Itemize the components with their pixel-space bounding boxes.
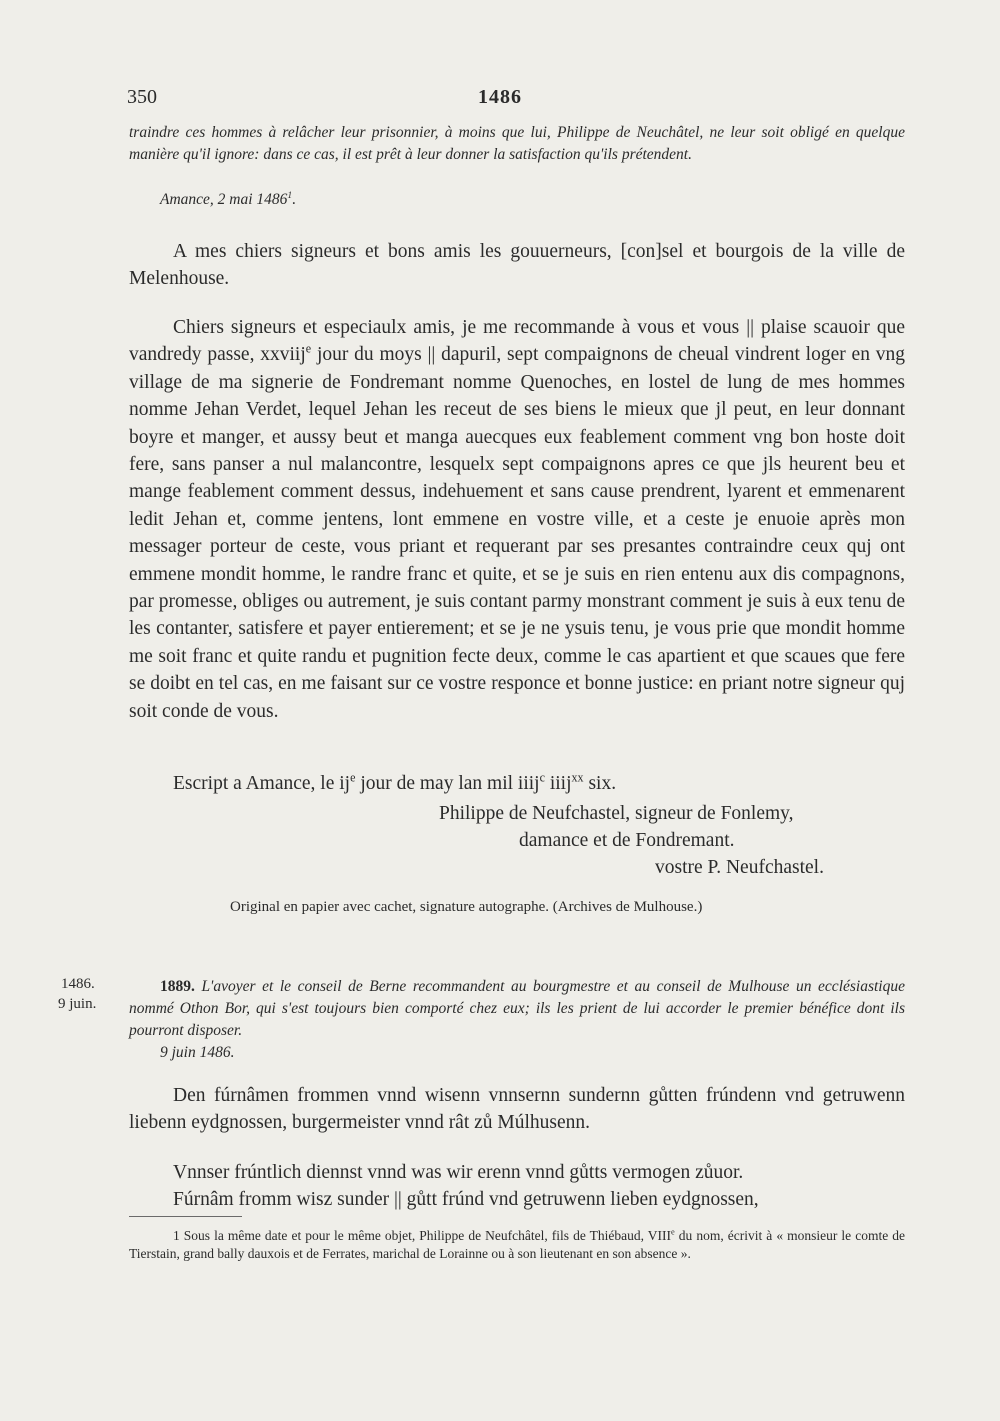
footnote [129, 1227, 905, 1262]
entry-1-summary: traindre ces hommes à relâcher leur prisonnier, à moins que lui, Philippe de Neuchâtel, ne leur soit obligé en quelque manière qu'il ignore: dans ce cas, il est prêt à leur donner la satisfaction qu'ils prétendent. [129, 124, 905, 163]
signature-line-1: Philippe de Neufchastel, signeur de Fonlemy, [439, 803, 794, 824]
closing-sup-1: e [350, 770, 356, 785]
entry-2-number: 1889. [160, 978, 195, 995]
footnote-text-1: Sous la même date et pour le même objet, Philippe de Neufchâtel, fils de Thiébaud, VIII [179, 1228, 672, 1243]
closing-text-2: jour de may lan mil iiij [355, 773, 540, 794]
closing-sup-3: xx [571, 770, 584, 785]
entry-1-source: Original en papier avec cachet, signature autographe. (Archives de Mulhouse.) [230, 899, 703, 915]
entry-2-address: Den fúrnâmen frommen vnnd wisenn vnnsernn sundernn gůtten frúndenn vnd getruwenn liebenn eydgnossen, burgermeister vnnd rât zů Múlhusenn. [129, 1085, 905, 1134]
closing-text-4: six. [583, 773, 617, 794]
entry-1-address: A mes chiers signeurs et bons amis les gouuerneurs, [con]sel et bourgois de la ville de Melenhouse. [129, 241, 905, 290]
entry-2-summary-text: L'avoyer et le conseil de Berne recommandent au bourgmestre et au conseil de Mulhouse un ecclésiastique nommé Othon Bor, qui s'est toujours bien comporté chez eux; ils les prient de lui accorder le premier bénéfice dont ils pourront disposer. [129, 978, 905, 1039]
letter-text-2: jour du moys || dapuril, sept compaignons de cheual vindrent loger en vng village de ma signerie de Fondremant nomme Quenoches, en lostel de lung de mes hommes nomme Jehan Verdet, lequel Jehan les receut de ses biens le mieux que jl peut, en leur donnant boyre et manger, et aussy beut et manga auecques eux feablement comment vng bon hoste doit fere, sans panser a nul malancontre, lesquelx sept compaignons apres ce que jls heurent beu et mange feablement comment dessus, indehuement et sans cause prendrent, lyarent et emmenarent ledit Jehan et, comme jentens, lont emmene en vostre ville, et a ceste je enuoie après mon messager porteur de ceste, vous priant et requerant par ses presantes contraindre ceux quj ont emmene mondit homme, le randre franc et quite, et se je suis en rien entenu aux dis compagnons, par promesse, obliges ou autrement, je suis contant parmy monstrant comment je suis à eux tenu de les contanter, satisfere et payer entierement; et se je ne ysuis tenu, je vous prie que mondit homme me soit franc et quite randu et pugnition fecte deux, comme le cas apartient et que scaues que fere se doibt en tel cas, en me faisant sur ce vostre responce et bonne justice: en priant notre signeur quj soit conde de vous. [129, 344, 905, 722]
closing-sup-2: c [539, 770, 545, 785]
entry-1-letter [129, 314, 905, 725]
entry-2-date: 9 juin 1486. [160, 1044, 235, 1061]
entry-1-date: Amance, 2 mai 1486$^1$. [160, 189, 297, 208]
footnote-number: 1 [173, 1228, 180, 1243]
entry-2-paragraph-2: Fúrnâm fromm wisz sunder || gůtt frúnd vnd getruwenn lieben eydgnossen, [173, 1189, 759, 1210]
footnote-text-2: du nom, écrivit à « monsieur le comte de Tierstain, grand bally dauxois et de Ferrates, marichal de Lorainne ou à son lieutenant en son absence ». [129, 1228, 906, 1261]
letter-text-1: Chiers signeurs et especiaulx amis, je me recommande à vous et vous || plaise scauoir que vandredy passe, xxviij [129, 317, 905, 366]
footnote-sup: e [671, 1227, 675, 1237]
page-number: 350 [127, 86, 157, 108]
signature-line-2: damance et de Fondremant. [519, 830, 735, 851]
entry-2-paragraph-1: Vnnser frúntlich diennst vnnd was wir erenn vnnd gůtts vermogen zůuor. [173, 1162, 744, 1183]
signature-line-3: vostre P. Neufchastel. [655, 857, 824, 878]
margin-date: 9 juin. [58, 996, 97, 1012]
entry-1-date-text: Amance, 2 mai 1486 [160, 191, 288, 208]
entry-1-closing [173, 770, 617, 795]
closing-text-3: iiij [544, 773, 572, 794]
footnote-divider [129, 1216, 242, 1217]
entry-2-summary [129, 976, 905, 1042]
closing-text-1: Escript a Amance, le ij [173, 773, 351, 794]
margin-year: 1486. [61, 976, 95, 992]
footnote-ref: 1 [287, 189, 293, 201]
running-head-year: 1486 [478, 86, 522, 108]
letter-sup-1: e [305, 341, 312, 356]
